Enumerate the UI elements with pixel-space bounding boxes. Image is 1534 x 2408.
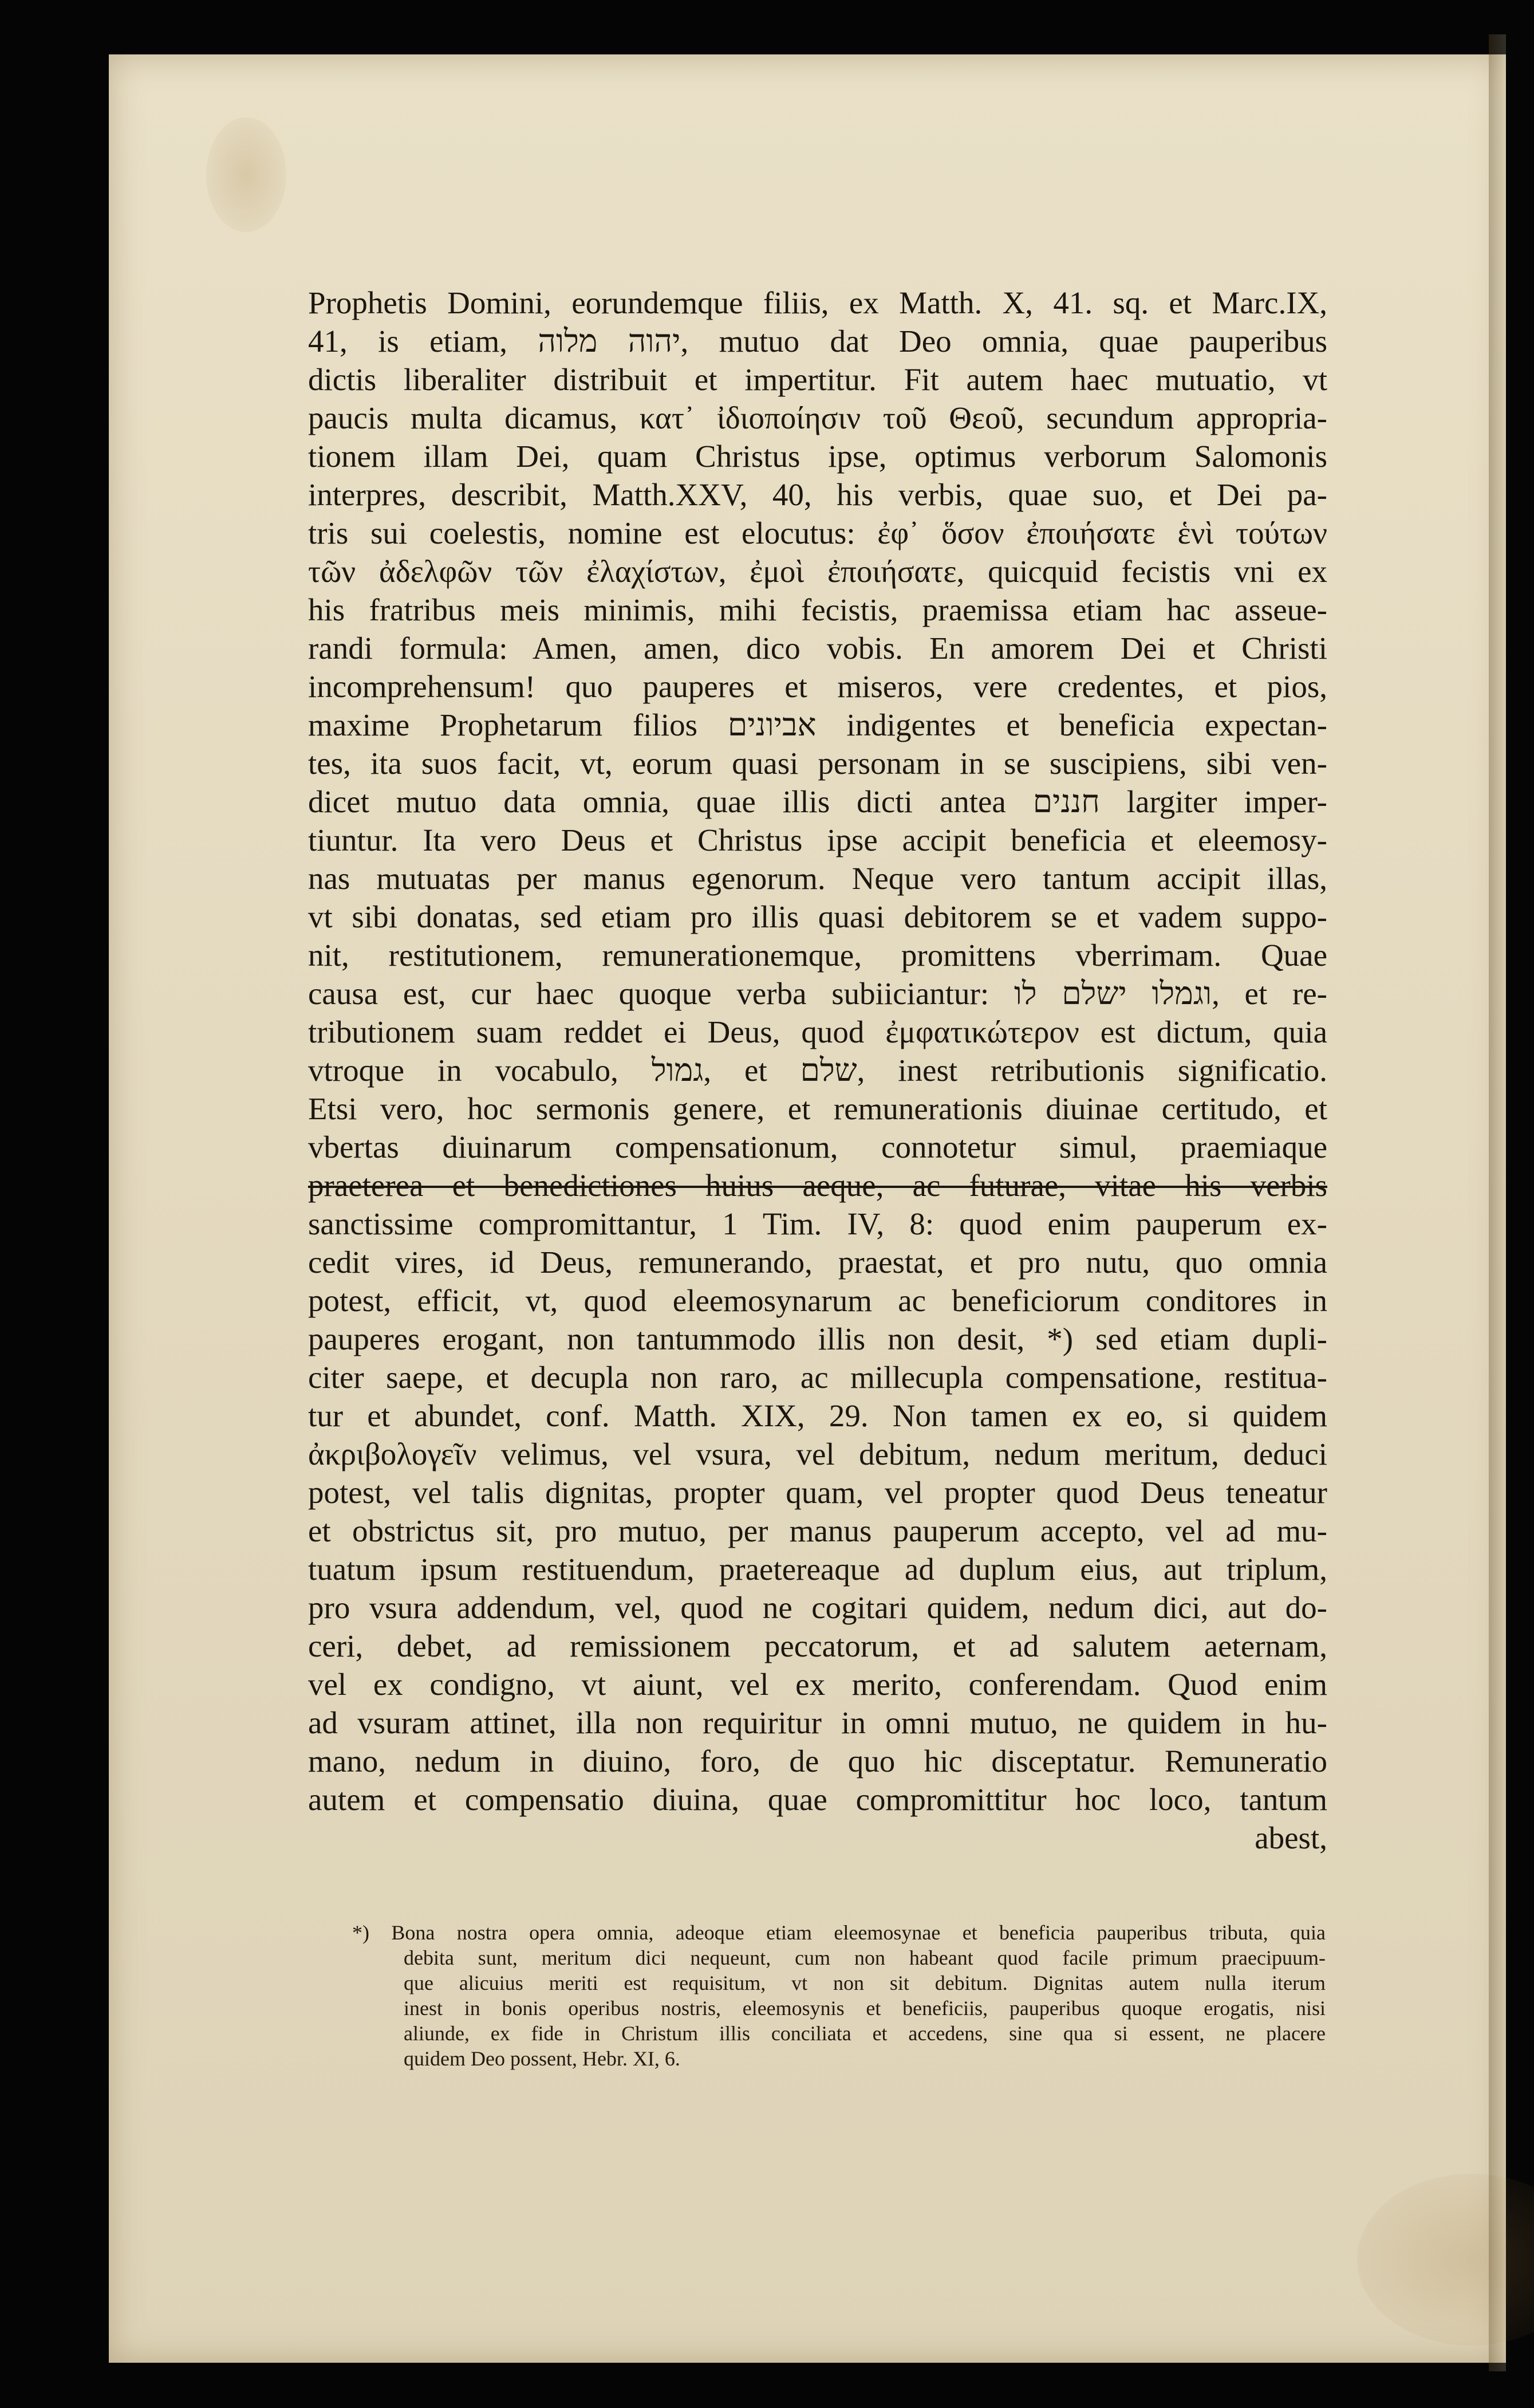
- text-line: [308, 1205, 1327, 1243]
- text-line: [308, 744, 1327, 782]
- text-line-content: interpres, describit, Matth.XXV, 40, his verbis, quae suo, et Dei pa-: [308, 477, 1327, 512]
- footnote-block: [352, 1920, 1326, 2071]
- text-line: [308, 284, 1327, 322]
- text-line-content: Prophetis Domini, eorundemque filiis, ex Matth. X, 41. sq. et Marc.IX,: [308, 285, 1327, 320]
- text-line-content: tur et abundet, conf. Matth. XIX, 29. Non tamen ex eo, si quidem: [308, 1398, 1327, 1433]
- text-line: [308, 974, 1327, 1013]
- text-line-content: tes, ita suos facit, vt, eorum quasi personam in se suscipiens, sibi ven-: [308, 746, 1327, 781]
- text-line-content: vt sibi donatas, sed etiam pro illis quasi debitorem se et vadem suppo-: [308, 899, 1327, 934]
- footnote-line-content: aliunde, ex fide in Christum illis conciliata et accedens, sine qua si essent, ne placere: [404, 2022, 1326, 2045]
- text-line-content: tributionem suam reddet ei Deus, quod ἐμφατικώτερον est dictum, quia: [308, 1014, 1327, 1049]
- text-line: [308, 1435, 1327, 1473]
- text-line: [308, 1320, 1327, 1358]
- text-line-content: pro vsura addendum, vel, quod ne cogitari quidem, nedum dici, aut do-: [308, 1590, 1327, 1625]
- text-line: [308, 1358, 1327, 1396]
- text-line-content: et obstrictus sit, pro mutuo, per manus pauperum accepto, vel ad mu-: [308, 1513, 1327, 1548]
- text-line-content: vtroque in vocabulo, גמול, et שלם, inest retributionis significatio.: [308, 1053, 1327, 1088]
- footnote-line: [352, 2021, 1326, 2046]
- footnote-line-content: quidem Deo possent, Hebr. XI, 6.: [404, 2047, 680, 2070]
- text-line: [308, 1627, 1327, 1665]
- text-line-content: sanctissime compromittantur, 1 Tim. IV, 8: quod enim pauperum ex-: [308, 1206, 1327, 1241]
- paper-stain: [206, 117, 286, 232]
- text-line: [308, 821, 1327, 859]
- text-line-content: ἀκριβολογεῖν velimus, vel vsura, vel debitum, nedum meritum, deduci: [308, 1437, 1327, 1471]
- text-line: [308, 1128, 1327, 1166]
- text-line: [308, 1281, 1327, 1320]
- text-line: [308, 514, 1327, 552]
- text-line-content: potest, efficit, vt, quod eleemosynarum ac beneficiorum conditores in: [308, 1283, 1327, 1318]
- text-line-content: autem et compensatio diuina, quae compromittitur hoc loco, tantum: [308, 1782, 1327, 1817]
- text-line: [308, 399, 1327, 437]
- text-line-content: citer saepe, et decupla non raro, ac millecupla compensatione, restitua-: [308, 1360, 1327, 1395]
- text-line: [308, 629, 1327, 667]
- text-line: [308, 1780, 1327, 1819]
- text-line: [308, 322, 1327, 360]
- main-text-block: [308, 284, 1327, 1857]
- text-line-content: his fratribus meis minimis, mihi fecistis, praemissa etiam hac asseue-: [308, 592, 1327, 627]
- text-line: [308, 1512, 1327, 1550]
- text-line-content: tris sui coelestis, nomine est elocutus: ἐφ᾽ ὅσον ἐποιήσατε ἑνὶ τούτων: [308, 516, 1327, 550]
- text-line-content: dicet mutuo data omnia, quae illis dicti antea חננים largiter imper-: [308, 784, 1327, 819]
- text-line: [308, 1243, 1327, 1281]
- text-line: [308, 859, 1327, 898]
- text-line-content: 41, is etiam, יהוה מלוה, mutuo dat Deo omnia, quae pauperibus: [308, 324, 1327, 359]
- text-line: [308, 1588, 1327, 1627]
- footnote-line: [352, 2046, 1326, 2071]
- text-line-content: praeterea et benedictiones huius aeque, ac futurae, vitae his verbis: [308, 1168, 1327, 1203]
- text-line-content: randi formula: Amen, amen, dico vobis. En amorem Dei et Christi: [308, 631, 1327, 666]
- footnote-line: [352, 1920, 1326, 1945]
- text-line-content: Etsi vero, hoc sermonis genere, et remunerationis diuinae certitudo, et: [308, 1091, 1327, 1126]
- text-line-content: pauperes erogant, non tantummodo illis non desit, *) sed etiam dupli-: [308, 1321, 1327, 1356]
- text-line-content: maxime Prophetarum filios אביונים indigentes et beneficia expectan-: [308, 707, 1327, 742]
- text-line-content: tionem illam Dei, quam Christus ipse, optimus verborum Salomonis: [308, 439, 1327, 474]
- text-line-content: vbertas diuinarum compensationum, connotetur simul, praemiaque: [308, 1130, 1327, 1164]
- text-line-content: nas mutuatas per manus egenorum. Neque vero tantum accipit illas,: [308, 861, 1327, 896]
- footnote-line-content: que alicuius meriti est requisitum, vt non sit debitum. Dignitas autem nulla iterum: [404, 1972, 1326, 1994]
- paper-stain: [1357, 2174, 1534, 2346]
- footnote-line-content: debita sunt, meritum dici nequeunt, cum non habeant quod facile primum praecipuum-: [404, 1946, 1326, 1969]
- text-line: [308, 552, 1327, 591]
- text-line: [308, 360, 1327, 399]
- text-line: [308, 1742, 1327, 1780]
- text-line: [308, 667, 1327, 706]
- footnote-line: [352, 1970, 1326, 1996]
- footnote-line: [352, 1996, 1326, 2021]
- text-line: [308, 1703, 1327, 1742]
- text-line-content: nit, restitutionem, remunerationemque, promittens vberrimam. Quae: [308, 938, 1327, 973]
- text-line-content: tiuntur. Ita vero Deus et Christus ipse accipit beneficia et eleemosy-: [308, 823, 1327, 857]
- text-line: [308, 898, 1327, 936]
- text-line: [308, 782, 1327, 821]
- text-line: [308, 591, 1327, 629]
- text-line-catchword: [308, 1819, 1327, 1857]
- text-line: [308, 936, 1327, 974]
- footnote-line-content: *) Bona nostra opera omnia, adeoque etiam eleemosynae et beneficia pauperibus tributa, quia: [352, 1921, 1326, 1944]
- text-line-content: tuatum ipsum restituendum, praetereaque ad duplum eius, aut triplum,: [308, 1552, 1327, 1587]
- text-line-content: potest, vel talis dignitas, propter quam, vel propter quod Deus teneatur: [308, 1475, 1327, 1510]
- text-line: [308, 1013, 1327, 1051]
- text-line: [308, 437, 1327, 475]
- text-line-content: ceri, debet, ad remissionem peccatorum, et ad salutem aeternam,: [308, 1628, 1327, 1663]
- text-line-content: mano, nedum in diuino, foro, de quo hic disceptatur. Remuneratio: [308, 1744, 1327, 1779]
- footnote-line-content: inest in bonis operibus nostris, eleemosynis et beneficiis, pauperibus quoque erogatis, nisi: [404, 1997, 1326, 2020]
- text-line: [308, 1665, 1327, 1703]
- text-line-content: causa est, cur haec quoque verba subiiciantur: וגמלו ישלם לו, et re-: [308, 976, 1327, 1011]
- footnote-line: [352, 1945, 1326, 1970]
- text-line: [308, 1473, 1327, 1512]
- text-line: [308, 1051, 1327, 1089]
- text-line-struck-through: [308, 1166, 1327, 1205]
- text-line-content: cedit vires, id Deus, remunerando, praestat, et pro nutu, quo omnia: [308, 1245, 1327, 1280]
- text-line-content: paucis multa dicamus, κατ᾽ ἰδιοποίησιν τοῦ Θεοῦ, secundum appropria-: [308, 400, 1327, 435]
- text-line-content: incomprehensum! quo pauperes et miseros, vere credentes, et pios,: [308, 669, 1327, 704]
- text-line-content: dictis liberaliter distribuit et impertitur. Fit autem haec mutuatio, vt: [308, 362, 1327, 397]
- text-line-content: abest,: [1255, 1820, 1327, 1855]
- text-line-content: ad vsuram attinet, illa non requiritur in omni mutuo, ne quidem in hu-: [308, 1705, 1327, 1740]
- text-line: [308, 706, 1327, 744]
- page-fold-shadow: [1489, 34, 1506, 2371]
- text-line: [308, 1089, 1327, 1128]
- text-line: [308, 1550, 1327, 1588]
- text-line: [308, 475, 1327, 514]
- text-line-content: τῶν ἀδελφῶν τῶν ἐλαχίστων, ἐμοὶ ἐποιήσατε, quicquid fecistis vni ex: [308, 554, 1327, 589]
- text-line: [308, 1396, 1327, 1435]
- text-line-content: vel ex condigno, vt aiunt, vel ex merito, conferendam. Quod enim: [308, 1667, 1327, 1702]
